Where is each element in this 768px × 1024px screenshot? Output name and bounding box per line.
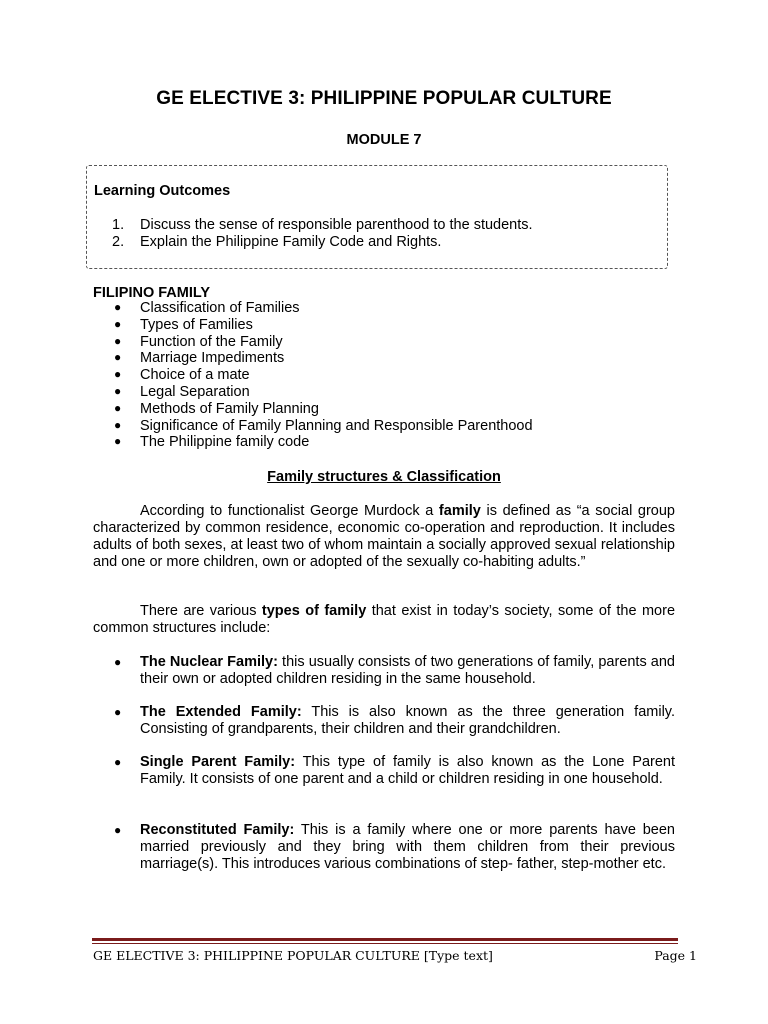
bullet-icon: ● <box>114 755 122 769</box>
bullet-icon: ● <box>114 434 122 449</box>
learning-outcomes-box <box>86 165 668 269</box>
topic-item: ● Types of Families <box>114 316 253 333</box>
bullet-icon: ● <box>114 417 122 432</box>
topic-item: ● Methods of Family Planning <box>114 400 319 417</box>
footer-text: GE ELECTIVE 3: PHILIPPINE POPULAR CULTURE [Type text] <box>93 948 493 963</box>
outcome-item <box>112 217 533 234</box>
section-heading: Family structures & Classification <box>267 469 501 485</box>
topic-item: ● Function of the Family <box>114 333 283 350</box>
types-intro-paragraph: There are various types of family that exist in today’s society, some of the more common structures include: <box>93 603 676 636</box>
document-title: GE ELECTIVE 3: PHILIPPINE POPULAR CULTURE <box>156 88 612 109</box>
topic-item: ● Choice of a mate <box>114 367 250 384</box>
definition-paragraph: According to functionalist George Murdock a family is defined as “a social group characterized by common residence, economic co-operation and reproduction. It includes adults of both sexes, at least two of whom maintain a socially approved sexual relationship and one or more children, own or adopted of the sexually co-habiting adults.” <box>93 503 675 570</box>
topic-list <box>114 300 533 451</box>
topic-item: ● Marriage Impediments <box>114 350 285 367</box>
outcome-number: 1. <box>112 217 125 233</box>
bullet-icon: ● <box>114 705 122 719</box>
bullet-icon: ● <box>114 300 122 314</box>
bullet-icon: ● <box>114 367 122 382</box>
bullet-icon: ● <box>114 316 122 331</box>
topic-item: ● Significance of Family Planning and Responsible Parenthood <box>114 417 533 434</box>
filipino-family-title: FILIPINO FAMILY <box>93 285 211 301</box>
bullet-icon: ● <box>114 333 122 348</box>
learning-outcomes-title: Learning Outcomes <box>94 183 231 199</box>
module-label: MODULE 7 <box>346 132 422 148</box>
learning-outcomes-list <box>112 217 533 251</box>
topic-item: ● The Philippine family code <box>114 434 310 451</box>
bullet-icon: ● <box>114 655 122 669</box>
page-number: Page 1 <box>654 948 697 963</box>
outcome-text: Explain the Philippine Family Code and Rights. <box>140 234 442 250</box>
bullet-icon: ● <box>114 383 122 398</box>
footer-rule-thin <box>92 943 678 944</box>
bullet-icon: ● <box>114 350 122 365</box>
outcome-item <box>112 234 533 251</box>
outcome-text: Discuss the sense of responsible parenthood to the students. <box>140 217 533 233</box>
topic-item: ● Classification of Families <box>114 300 300 316</box>
topic-item: ● Legal Separation <box>114 383 250 400</box>
outcome-number: 2. <box>112 234 125 250</box>
bullet-icon: ● <box>114 823 122 837</box>
bullet-icon: ● <box>114 400 122 415</box>
document-page: GE ELECTIVE 3: PHILIPPINE POPULAR CULTURE MODULE 7 Learning Outcomes 1. Discuss the sense of responsible parenthood to the students. 2. Explain the Philippine Family Code and Rights. FILIPINO FAMILY ● Classification of Families ● Types of Families ● Function of the Family ● Marriage Impediments ● Choice of a mate ● Legal Separation ● Methods of Family Planning ● Significance of Family Planning and Responsible Parenthood ● The Philippine family code Family structures & Classification According to functionalist George Murdock a family is defined as “a social group characterized by common residence, economic co-operation and reproduction. It includes adults of both sexes, at least two of whom maintain a socially approved sexual relationship and one or more children, own or adopted of the sexually co-habiting adults.” There are various types of family that exist in today’s society, some of the more common structures include: ● The Nuclear Family: this usually consists of two generations of family, parents and their own or adopted children residing in the same household. ● The Extended Family: This is also known as the three generation family. Consisting of grandparents, their children and their grandchildren. ● Single Parent Family: This type of family is also known as the Lone Parent Family. It consists of one parent and a child or children residing in one household. ● Reconstituted Family: This is a family where one or more parents have been married previously and they bring with them children from their previous marriage(s). This introduces various combinations of step- father, step-mother etc. GE ELECTIVE 3: PHILIPPINE POPULAR CULTURE [Type text] Page 1 <box>0 0 768 1024</box>
footer-rule <box>92 938 678 941</box>
